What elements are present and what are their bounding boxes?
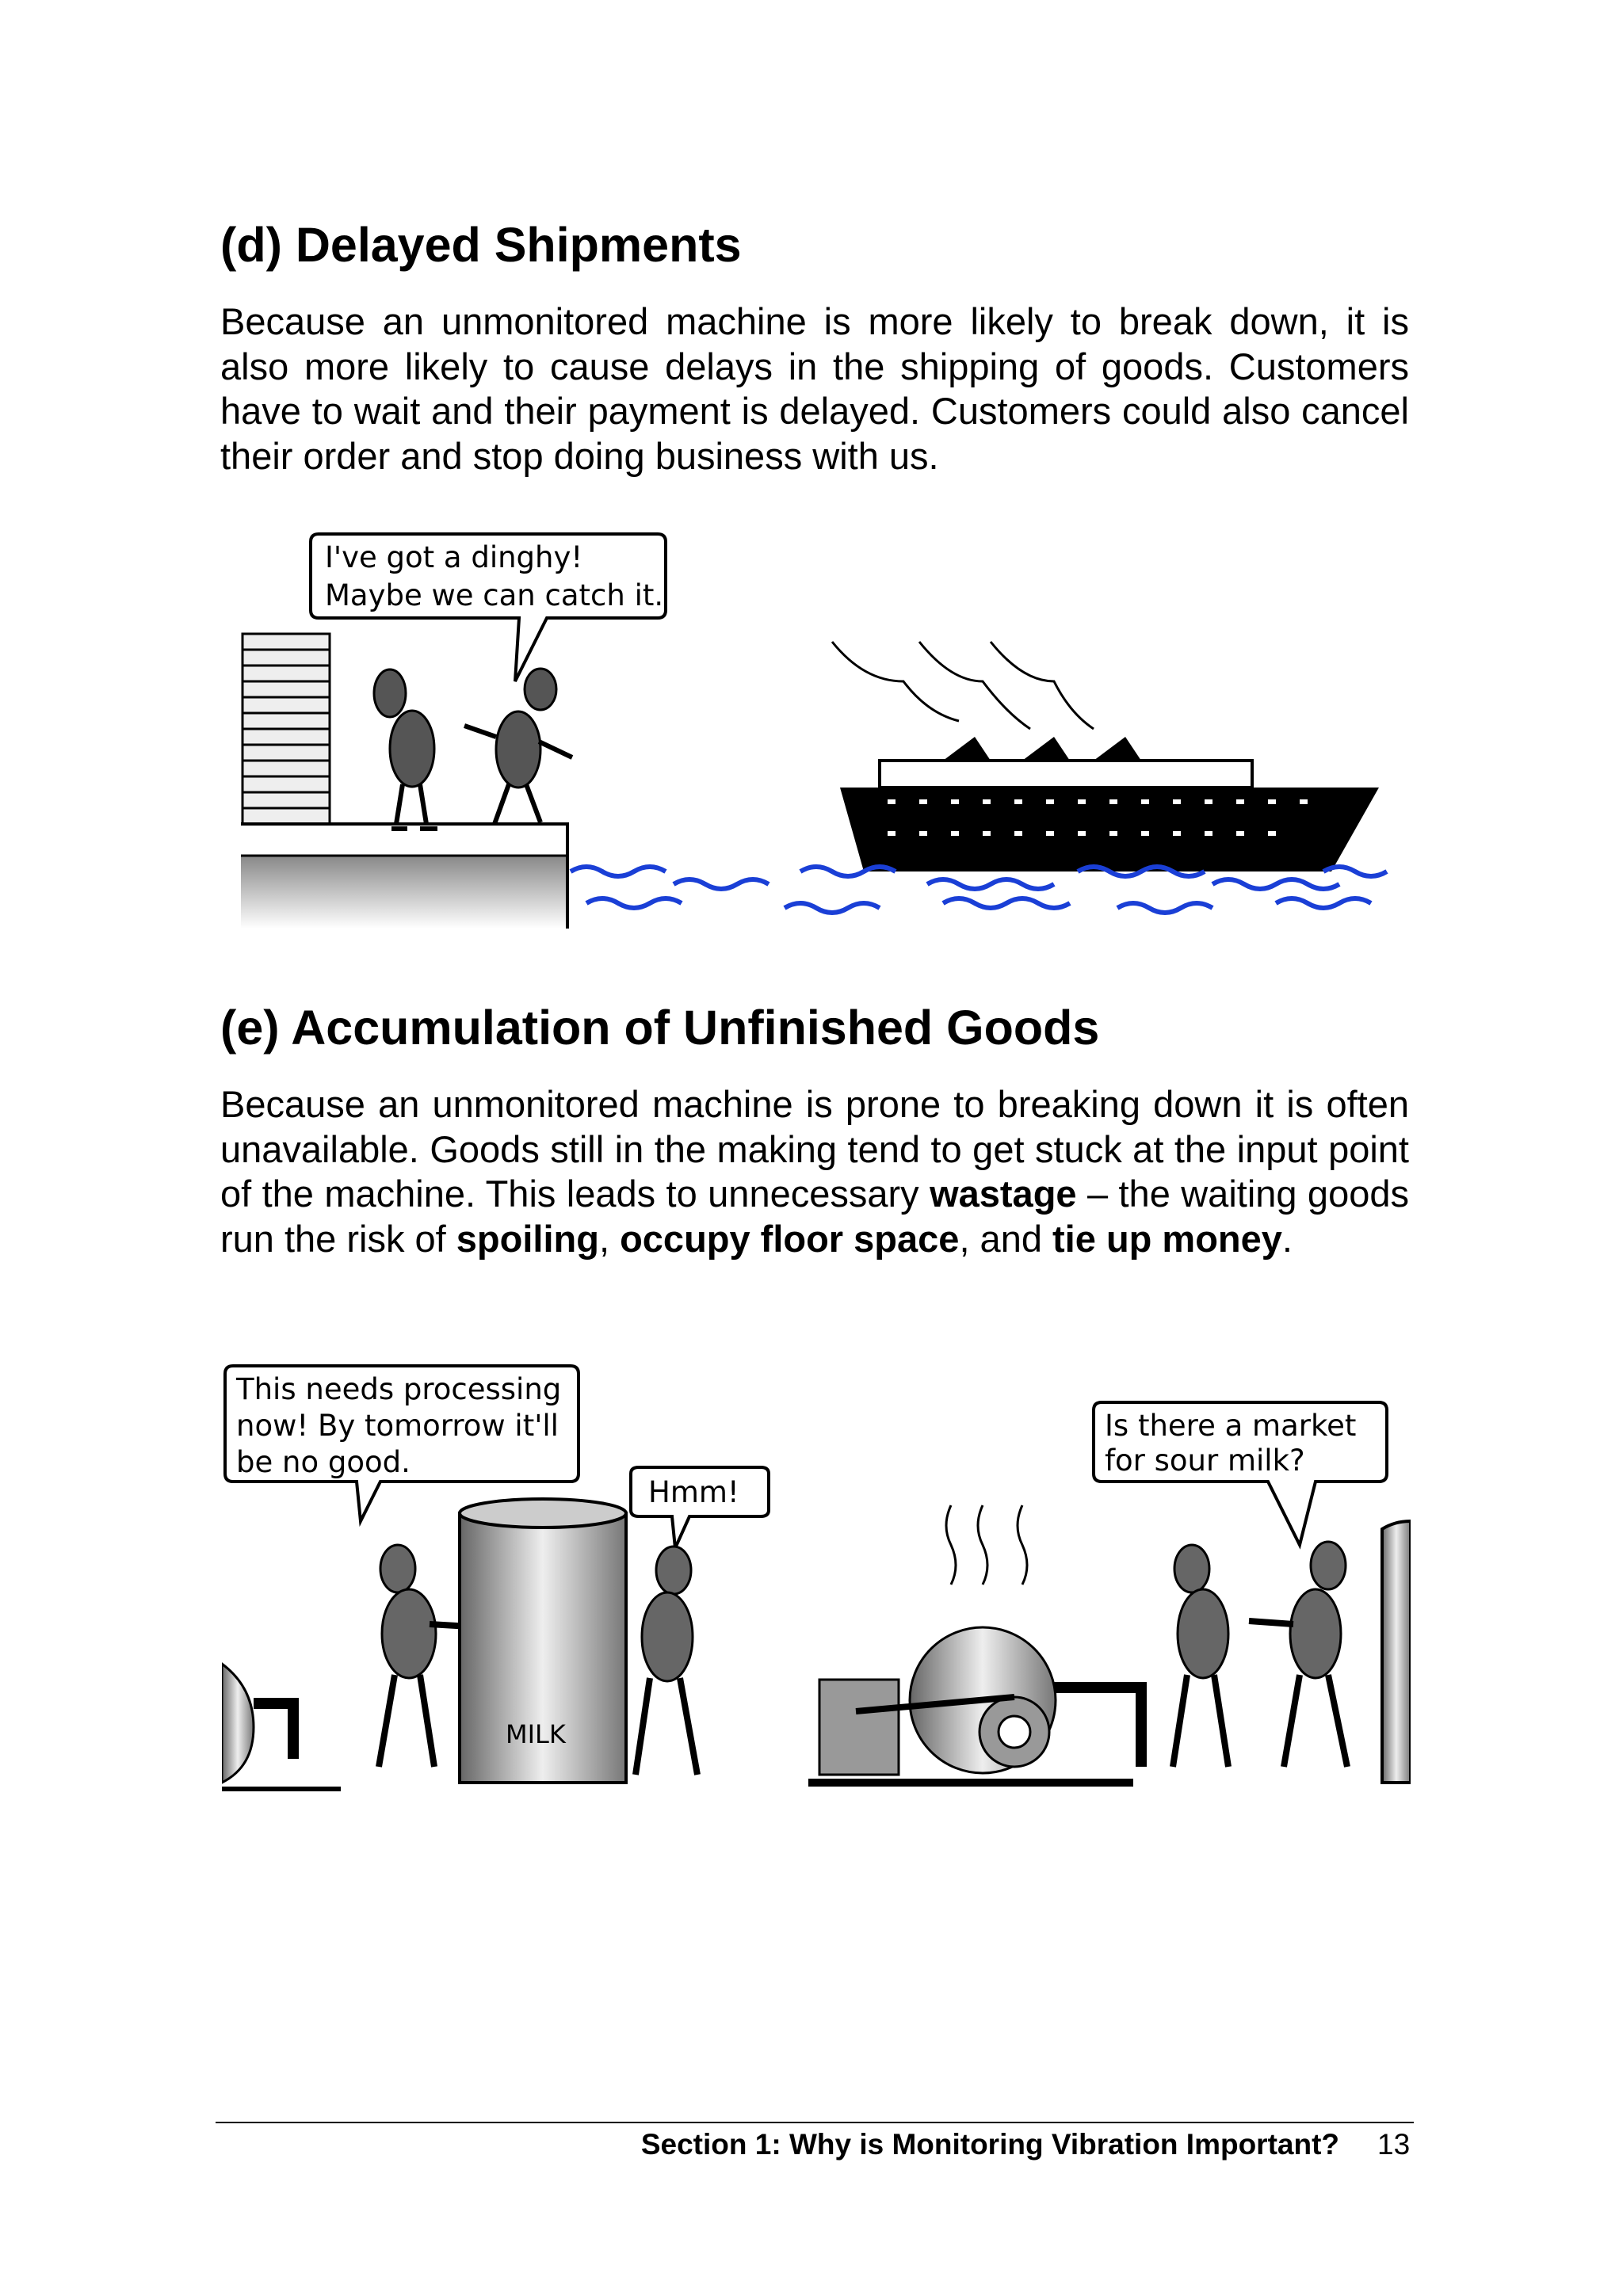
bubble-hmm-text: Hmm!	[648, 1475, 739, 1509]
para-text: .	[1281, 1217, 1293, 1260]
sour-milk-illustration	[222, 1355, 1411, 1798]
milk-tank	[460, 1499, 626, 1783]
dock	[241, 824, 567, 929]
bubble-processing-line1: This needs processing	[236, 1372, 562, 1406]
bubble-sour-milk-line2: for sour milk?	[1105, 1444, 1305, 1478]
section-e-heading: (e) Accumulation of Unfinished Goods	[220, 1001, 1100, 1055]
page-number: 13	[1377, 2128, 1411, 2161]
worker-figure-hmm	[636, 1547, 697, 1775]
speech-bubble-hmm	[631, 1467, 769, 1548]
bubble-processing-line3: be no good.	[236, 1445, 411, 1479]
left-machine-partial	[222, 1664, 341, 1789]
broken-machine	[808, 1505, 1141, 1783]
footer-rule	[216, 2122, 1414, 2123]
bubble-dinghy-line2: Maybe we can catch it.	[325, 578, 664, 612]
para-text: , and	[959, 1217, 1053, 1260]
bold-spoiling: spoiling	[456, 1217, 599, 1260]
departing-ship	[832, 642, 1379, 871]
bold-tie-up-money: tie up money	[1052, 1217, 1282, 1260]
paper-stack	[242, 634, 330, 824]
section-d-heading: (d) Delayed Shipments	[220, 218, 742, 272]
bubble-processing-line2: now! By tomorrow it'll	[236, 1409, 559, 1443]
bold-wastage: wastage	[930, 1173, 1077, 1215]
bubble-dinghy-line1: I've got a dinghy!	[325, 540, 583, 574]
worker-figure-sour-milk	[1249, 1542, 1347, 1767]
delayed-shipment-illustration	[230, 523, 1403, 935]
para-text: – the waiting goods run the risk of	[220, 1173, 1409, 1260]
bold-floor-space: occupy floor space	[620, 1217, 960, 1260]
right-tank-partial	[1382, 1521, 1411, 1783]
bubble-sour-milk-line1: Is there a market	[1105, 1409, 1357, 1443]
para-text: ,	[598, 1217, 621, 1260]
milk-tank-label: MILK	[506, 1719, 566, 1749]
speech-bubble-sour-milk	[1094, 1402, 1387, 1545]
worker-figure-scratching-head	[1173, 1545, 1228, 1767]
speech-bubble-dinghy	[311, 534, 666, 681]
footer-section-title: Section 1: Why is Monitoring Vibration Important?	[640, 2128, 1339, 2161]
para-text: Because an unmonitored machine is prone to breaking down it is often unavailable. Goods still in the making tend to get stuck at the input point of the machine. This leads to unnecessary	[220, 1083, 1409, 1215]
worried-worker-figure	[374, 669, 437, 829]
dinghy-worker-figure	[464, 669, 572, 824]
section-e-paragraph	[220, 1082, 1409, 1261]
water-waves	[571, 867, 1387, 913]
section-d-paragraph: Because an unmonitored machine is more likely to break down, it is also more likely to cause delays in the shipping of goods. Customers have to wait and their payment is delayed. Customers could also cancel their order and stop doing business with us.	[220, 300, 1409, 477]
